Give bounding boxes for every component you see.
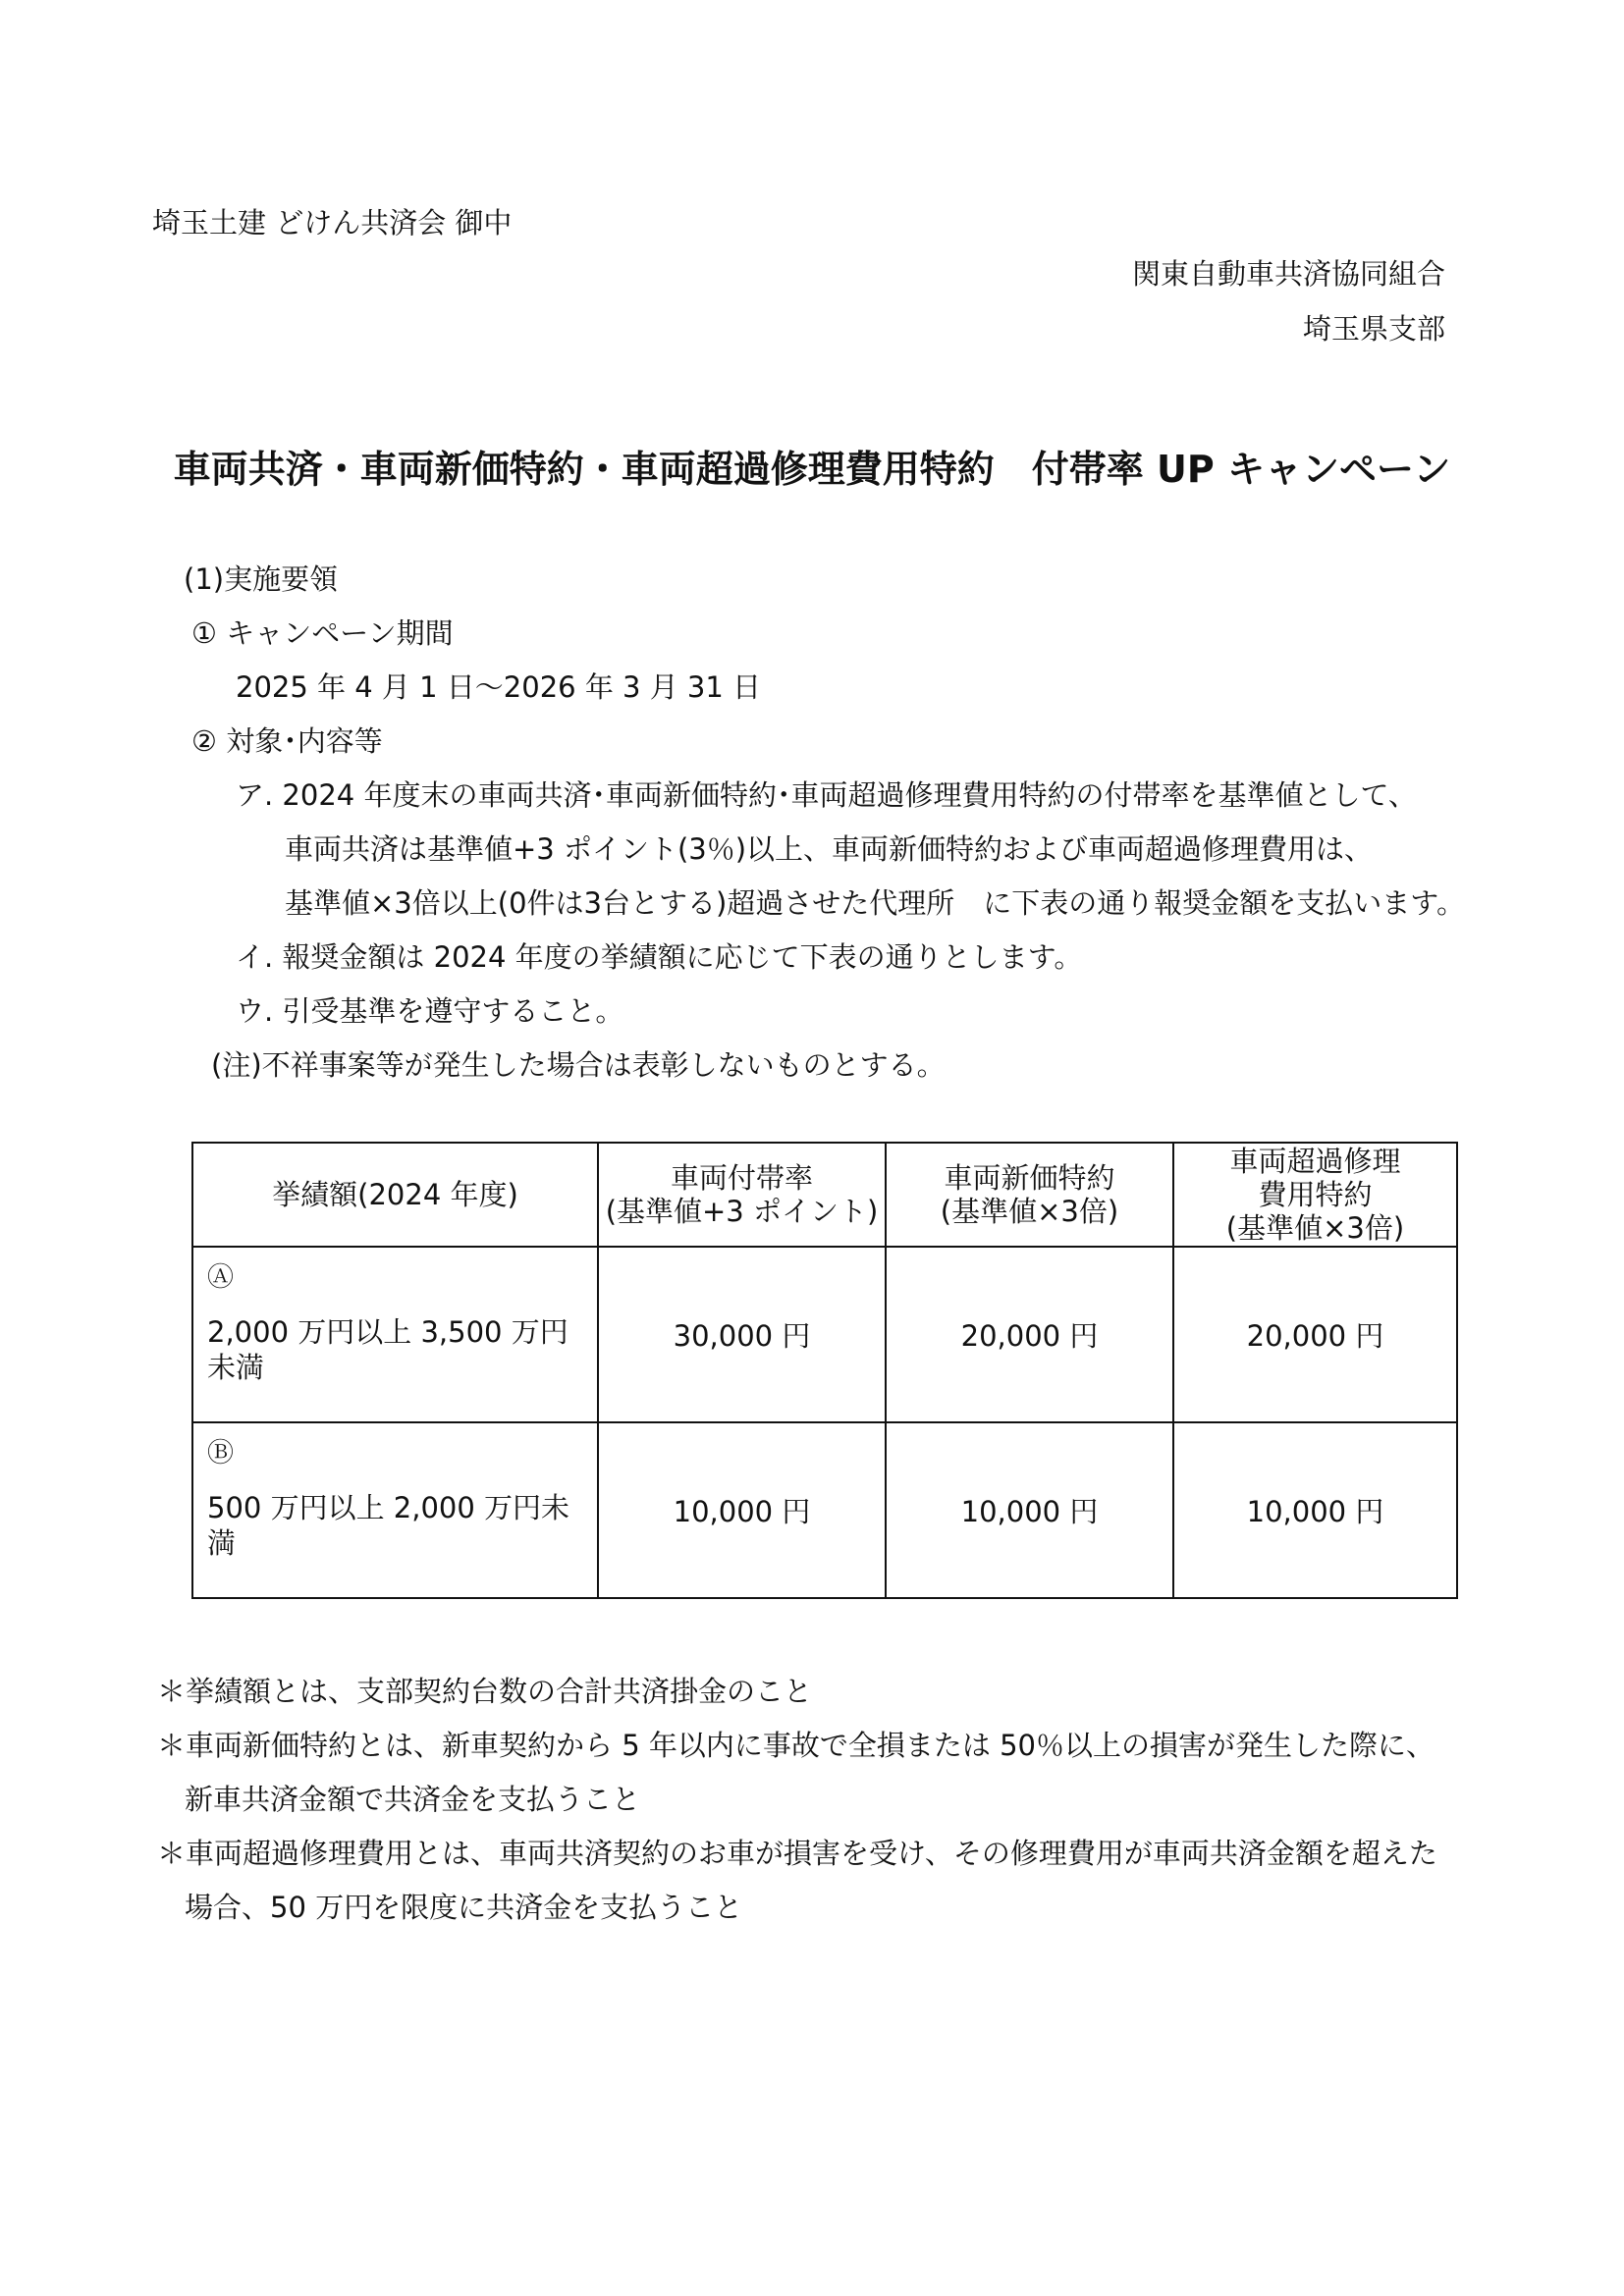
header-text: (基準値+3 ポイント)	[605, 1195, 879, 1228]
reward-value: 30,000 円	[598, 1247, 886, 1422]
tier-range: 500 万円以上 2,000 万円未満	[207, 1491, 570, 1560]
footnote-new-value-rider-cont: 新車共済金額で共済金を支払うこと	[185, 1783, 641, 1816]
reward-value: 10,000 円	[886, 1422, 1173, 1598]
header-excess-repair-rider	[1173, 1143, 1457, 1247]
sender-organization: 関東自動車共済協同組合	[1131, 257, 1445, 291]
footnote-excess-repair: ＊車両超過修理費用とは、車両共済契約のお車が損害を受け、その修理費用が車両共済金額を超えた	[157, 1837, 1437, 1870]
header-text: 車両超過修理	[1229, 1145, 1401, 1178]
footnote-performance-amount: ＊挙績額とは、支部契約台数の合計共済掛金のこと	[157, 1675, 813, 1708]
header-text: 車両付帯率	[670, 1161, 813, 1195]
campaign-period-value: 2025 年 4 月 1 日～2026 年 3 月 31 日	[236, 670, 762, 704]
target-content-label: ② 対象･内容等	[191, 724, 383, 758]
header-text: (基準値×3倍)	[1225, 1211, 1405, 1245]
clause-a-line-3: 基準値×3倍以上(0件は3台とする)超過させた代理所 に下表の通り報奨金額を支払います。	[285, 886, 1465, 920]
tier-mark: Ⓑ	[207, 1438, 234, 1468]
header-text: 車両新価特約	[944, 1161, 1115, 1195]
campaign-period-label: ① キャンペーン期間	[191, 616, 454, 650]
reward-value: 10,000 円	[598, 1422, 886, 1598]
reward-value: 20,000 円	[1173, 1247, 1457, 1422]
clause-i: イ. 報奨金額は 2024 年度の挙績額に応じて下表の通りとします。	[236, 940, 1083, 974]
table-row	[192, 1422, 1457, 1598]
header-text: (基準値×3倍)	[940, 1195, 1119, 1228]
reward-value: 10,000 円	[1173, 1422, 1457, 1598]
table-header-row	[192, 1143, 1457, 1247]
addressee: 埼玉土建 どけん共済会 御中	[152, 206, 513, 240]
tier-cell	[192, 1247, 598, 1422]
footnote-new-value-rider: ＊車両新価特約とは、新車契約から 5 年以内に事故で全損または 50％以上の損害が発生した際に、	[157, 1729, 1435, 1762]
header-performance-amount	[192, 1143, 598, 1247]
clause-a-line-2: 車両共済は基準値+3 ポイント(3％)以上、車両新価特約および車両超過修理費用は、	[285, 832, 1374, 866]
document-title: 車両共済・車両新価特約・車両超過修理費用特約 付帯率 UP キャンペーン	[173, 448, 1451, 491]
reward-table	[191, 1142, 1458, 1599]
sender-branch: 埼玉県支部	[1302, 312, 1445, 346]
header-text: 費用特約	[1258, 1178, 1373, 1211]
tier-cell	[192, 1422, 598, 1598]
header-vehicle-attach-rate	[598, 1143, 886, 1247]
header-text: 挙績額(2024 年度)	[272, 1178, 518, 1211]
clause-u: ウ. 引受基準を遵守すること。	[236, 994, 624, 1028]
header-new-value-rider	[886, 1143, 1173, 1247]
note-line: (注)不祥事案等が発生した場合は表彰しないものとする。	[211, 1048, 946, 1082]
reward-value: 20,000 円	[886, 1247, 1173, 1422]
footnote-excess-repair-cont: 場合、50 万円を限度に共済金を支払うこと	[185, 1891, 743, 1924]
tier-mark: Ⓐ	[207, 1262, 234, 1293]
tier-range: 2,000 万円以上 3,500 万円未満	[207, 1315, 568, 1384]
section-heading: (1)実施要領	[184, 562, 339, 596]
clause-a-line-1: ア. 2024 年度末の車両共済･車両新価特約･車両超過修理費用特約の付帯率を基準値として、	[236, 778, 1417, 812]
table-row	[192, 1247, 1457, 1422]
